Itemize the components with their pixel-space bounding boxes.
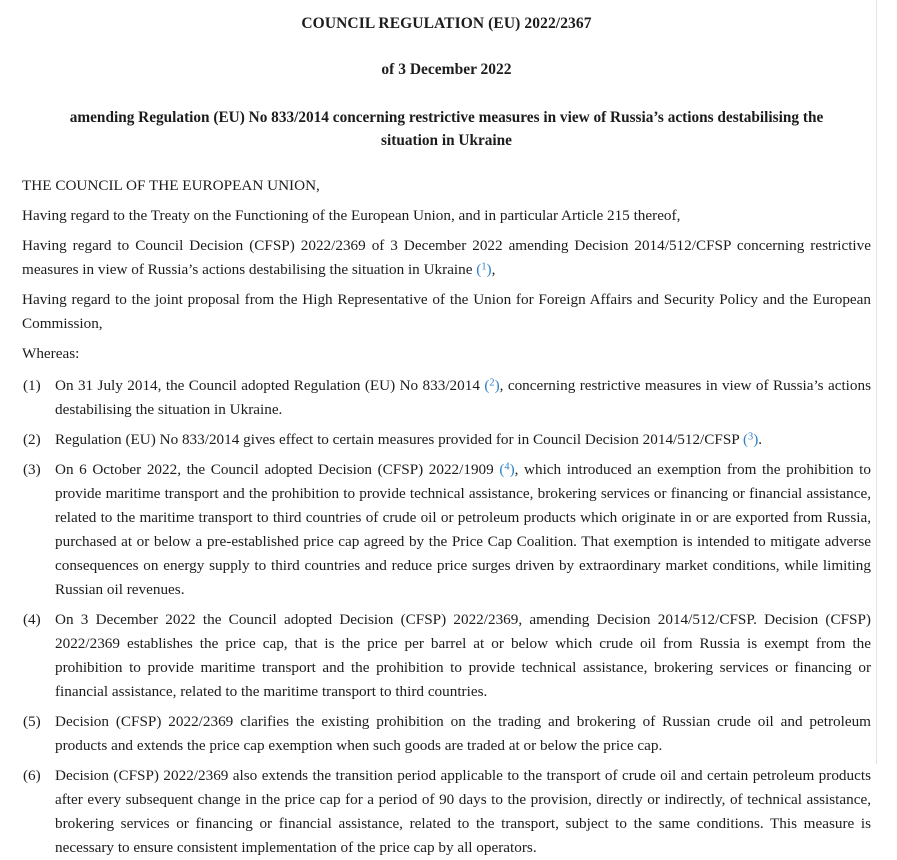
page-edge-line [876, 0, 877, 764]
recital-text: Decision (CFSP) 2022/2369 also extends the transition period applicable to the transport of crude oil and certain petroleum products after every subsequent change in the price cap for a period of 90 days to the provision, directly or indirectly, of technical assistance, brokering services or financing or financial assistance, related to the transport, subject to the same conditions. This measure is necessary to ensure consistent implementation of the price cap by all operators. [55, 767, 871, 856]
recital-item [22, 374, 871, 422]
preamble-paragraph: Having regard to Council Decision (CFSP) 2022/2369 of 3 December 2022 amending Decision 2014/512/CFSP concerning restrictive measures in view of Russia’s actions destabilising the situation in Ukraine ($^1$), [22, 237, 871, 278]
recital-number: (1) [23, 377, 41, 394]
recital-text: Decision (CFSP) 2022/2369 clarifies the existing prohibition on the trading and brokering of Russian crude oil and petroleum products and extends the price cap exemption when such goods are traded at or below the price cap. [55, 713, 871, 754]
recital-number: (4) [23, 611, 41, 628]
recital-text: On 6 October 2022, the Council adopted Decision (CFSP) 2022/1909 ($^4$), which introduced an exemption from the prohibition to provide maritime transport and the prohibition to provide technical assistance, brokering services or financing or financial assistance, related to the maritime transport to third countries of crude oil or petroleum products which originate in or are exported from Russia, purchased at or below a pre-established price cap agreed by the Price Cap Coalition. That exemption is intended to mitigate adverse consequences on energy supply to third countries and reduce price surges driven by extraordinary market conditions, while limiting Russian oil revenues. [55, 461, 871, 598]
recital-list [22, 374, 871, 860]
recital-item [22, 764, 871, 860]
recital-number: (5) [23, 713, 41, 730]
recital-text: On 31 July 2014, the Council adopted Regulation (EU) No 833/2014 ($^2$), concerning restrictive measures in view of Russia’s actions destabilising the situation in Ukraine. [55, 377, 871, 418]
footnote-reference-1[interactable]: ($^1$) [476, 261, 492, 278]
document-subtitle: amending Regulation (EU) No 833/2014 concerning restrictive measures in view of Russia’s actions destabilising the situation in Ukraine [69, 109, 824, 149]
document-date-line: of 3 December 2022 [381, 61, 512, 78]
recital-number: (6) [23, 767, 41, 784]
recital-number: (2) [23, 431, 41, 448]
recital-item [22, 458, 871, 602]
preamble-whereas: Whereas: [22, 345, 80, 362]
document-title-block [22, 0, 871, 152]
recital-text: On 3 December 2022 the Council adopted Decision (CFSP) 2022/2369, amending Decision 2014/512/CFSP. Decision (CFSP) 2022/2369 establishes the price cap, that is the price per barrel at or below which crude oil from Russia is exempt from the prohibition to provide maritime transport and the prohibition to provide technical assistance, brokering services or financing or financial assistance, related to the maritime transport to third countries. [55, 611, 871, 700]
footnote-reference-3[interactable]: ($^3$) [742, 431, 759, 448]
recital-item [22, 710, 871, 758]
recital-item [22, 428, 871, 452]
page-title: COUNCIL REGULATION (EU) 2022/2367 [301, 15, 592, 32]
preamble-paragraph: Having regard to the Treaty on the Functioning of the European Union, and in particular Article 215 thereof, [22, 207, 681, 224]
preamble-institution: THE COUNCIL OF THE EUROPEAN UNION, [22, 177, 320, 194]
footnote-reference-2[interactable]: ($^2$) [484, 377, 500, 394]
recital-number: (3) [23, 461, 41, 478]
preamble-paragraphs [22, 204, 871, 341]
recital-item [22, 608, 871, 704]
recital-text: Regulation (EU) No 833/2014 gives effect to certain measures provided for in Council Decision 2014/512/CFSP ($^3$). [55, 431, 763, 448]
footnote-reference-4[interactable]: ($^4$) [499, 461, 515, 478]
document-body [22, 174, 871, 860]
preamble-paragraph: Having regard to the joint proposal from the High Representative of the Union for Foreign Affairs and Security Policy and the European Commission, [22, 291, 871, 332]
